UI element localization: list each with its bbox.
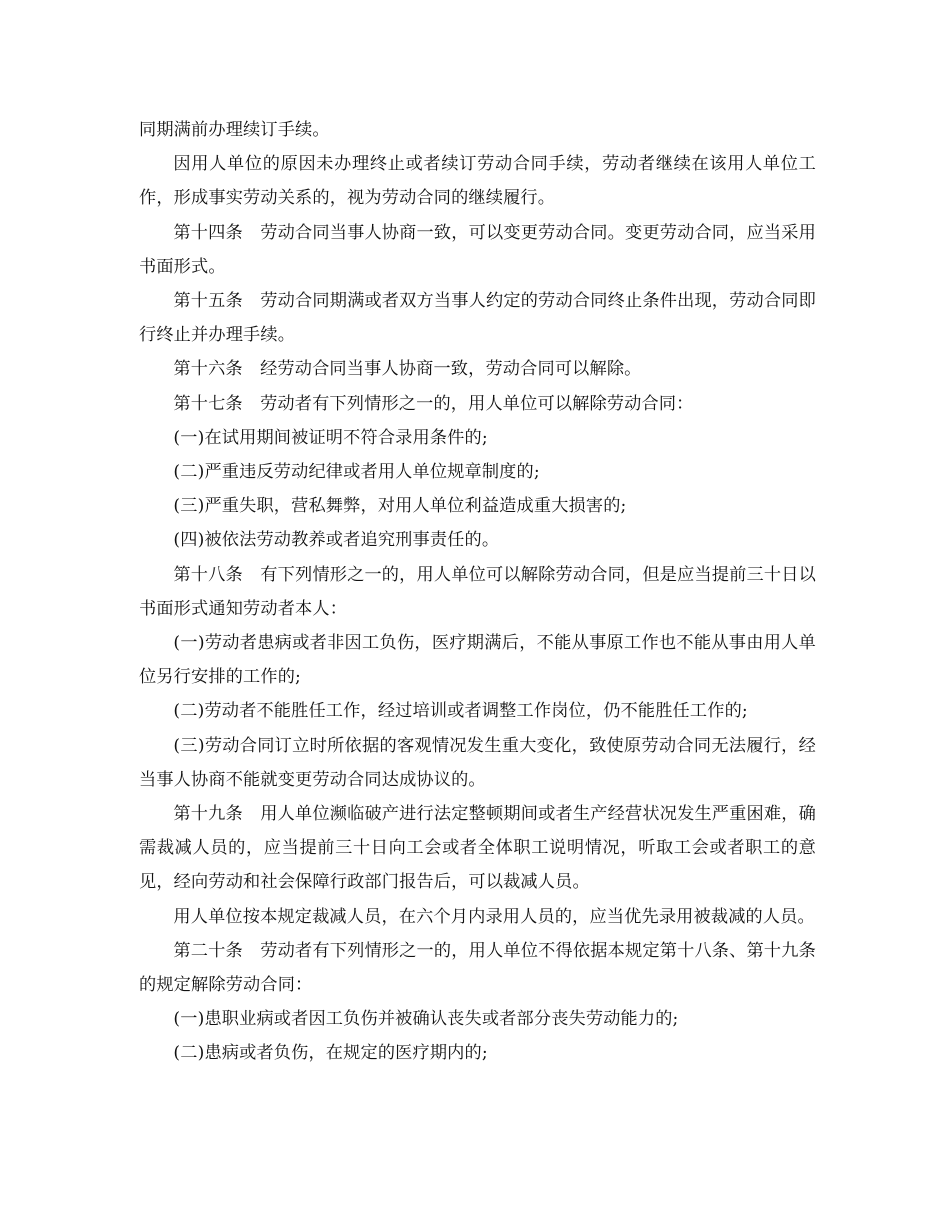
paragraph-layoff-rehire: 用人单位按本规定裁减人员，在六个月内录用人员的，应当优先录用被裁减的人员。 [173,906,815,927]
paragraph-article-15: 第十五条 劳动合同期满或者双方当事人约定的劳动合同终止条件出现，劳动合同即行终止并办理手续。 [139,291,816,346]
paragraph-continuation: 同期满前办理续订手续。 [139,120,330,140]
document-body [139,113,816,1071]
paragraph-unrenewed-contract: 因用人单位的原因未办理终止或者续订劳动合同手续，劳动者继续在该用人单位工作，形成事实劳动关系的，视为劳动合同的继续履行。 [139,154,816,209]
paragraph-article-20: 第二十条 劳动者有下列情形之一的，用人单位不得依据本规定第十八条、第十九条的规定解除劳动合同： [139,940,816,996]
paragraph-article-16: 第十六条 经劳动合同当事人协商一致，劳动合同可以解除。 [173,359,642,380]
paragraph-article-17-item-2: (二)严重违反劳动纪律或者用人单位规章制度的; [173,462,540,483]
paragraph-article-19: 第十九条 用人单位濒临破产进行法定整顿期间或者生产经营状况发生严重困难，确需裁减人员的，应当提前三十日向工会或者全体职工说明情况，听取工会或者职工的意见，经向劳动和社会保障行政部门报告后，可以裁减人员。 [139,804,816,893]
paragraph-article-14: 第十四条 劳动合同当事人协商一致，可以变更劳动合同。变更劳动合同，应当采用书面形式。 [139,222,816,277]
paragraph-article-18-item-2: (二)劳动者不能胜任工作，经过培训或者调整工作岗位，仍不能胜任工作的; [173,701,748,722]
paragraph-article-18-item-3: (三)劳动合同订立时所依据的客观情况发生重大变化，致使原劳动合同无法履行，经当事人协商不能就变更劳动合同达成协议的。 [139,735,816,790]
paragraph-article-17-item-3: (三)严重失职，营私舞弊，对用人单位利益造成重大损害的; [173,496,627,517]
paragraph-article-17: 第十七条 劳动者有下列情形之一的，用人单位可以解除劳动合同： [173,393,694,414]
paragraph-article-20-item-2: (二)患病或者负伤，在规定的医疗期内的; [173,1043,488,1064]
paragraph-article-18: 第十八条 有下列情形之一的，用人单位可以解除劳动合同，但是应当提前三十日以书面形式通知劳动者本人： [139,564,816,619]
paragraph-article-18-item-1: (一)劳动者患病或者非因工负伤，医疗期满后，不能从事原工作也不能从事由用人单位另行安排的工作的; [139,633,816,688]
paragraph-article-17-item-1: (一)在试用期间被证明不符合录用条件的; [173,427,488,448]
paragraph-article-20-item-1: (一)患职业病或者因工负伤并被确认丧失或者部分丧失劳动能力的; [173,1009,679,1030]
paragraph-article-17-item-4: (四)被依法劳动教养或者追究刑事责任的。 [173,530,500,551]
